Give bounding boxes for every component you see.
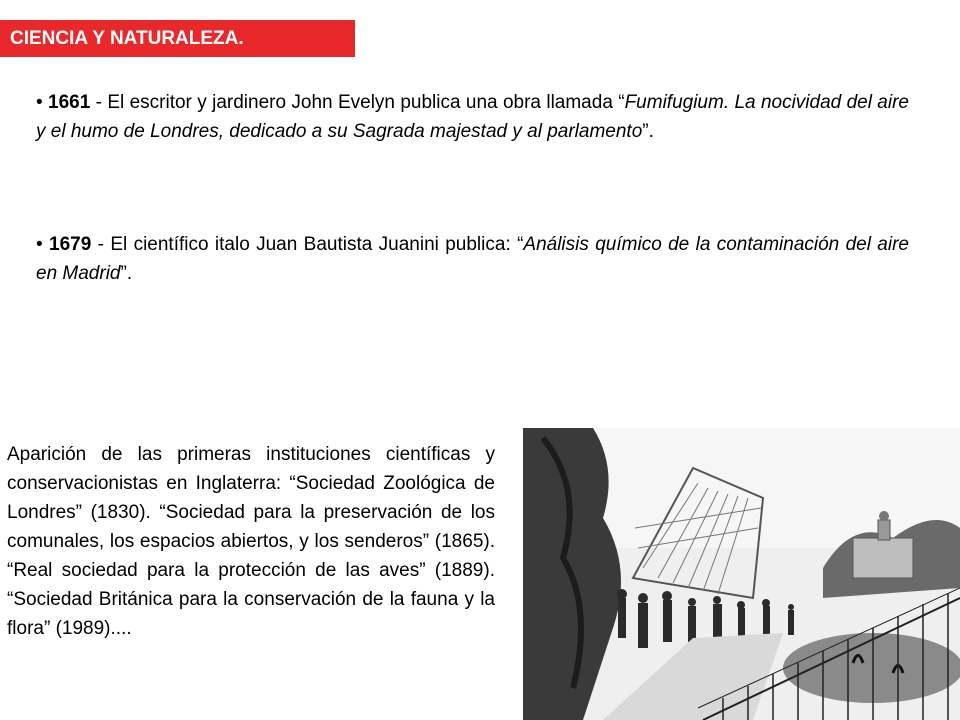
bullet-1679: [36, 230, 909, 288]
bullet-title: Fumifugium. La nocividad del aire y el humo de Londres, dedicado a su Sagrada majestad y al parlamento: [36, 92, 909, 142]
bullet-marker: •: [36, 234, 43, 255]
bullet-text: - El científico italo Juan Bautista Juanini publica: “: [91, 234, 524, 255]
zoo-engraving-image: [523, 428, 960, 720]
bullet-end: ”.: [642, 121, 654, 142]
bullet-end: ”.: [120, 263, 133, 284]
institutions-paragraph: Aparición de las primeras instituciones científicas y conservacionistas en Inglaterra: “Sociedad Zoológica de Londres” (1830). “Sociedad para la preservación de los comunales, los espacios abiertos, y los senderos” (1865). “Real sociedad para la protección de las aves” (1889). “Sociedad Británica para la conservación de la fauna y la flora” (1989)....: [7, 444, 495, 639]
bullet-text: - El escritor y jardinero John Evelyn publica una obra llamada “: [90, 92, 625, 113]
bullet-year: 1661: [48, 92, 91, 113]
slide-title: CIENCIA Y NATURALEZA.: [0, 20, 355, 57]
bullet-year: 1679: [49, 234, 92, 255]
bullet-1661: [36, 88, 909, 146]
bullet-title: Análisis químico de la contaminación del aire en Madrid: [36, 234, 909, 284]
bullet-marker: •: [36, 92, 43, 113]
